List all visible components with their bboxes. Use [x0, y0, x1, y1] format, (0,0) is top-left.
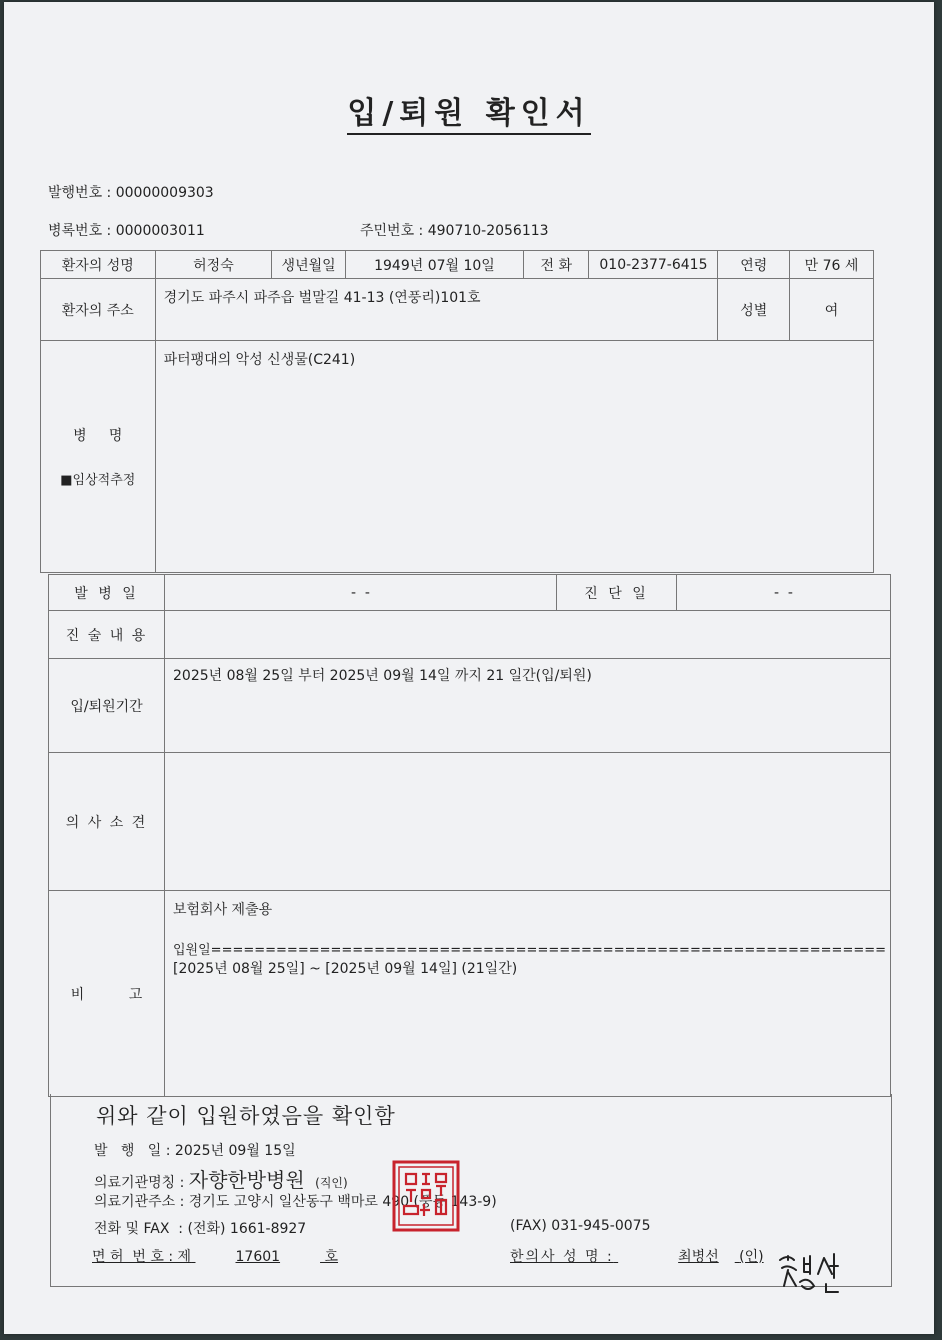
document-title: 입/퇴원 확인서	[4, 88, 934, 132]
age-label: 연령	[718, 251, 790, 279]
remarks-line-2: 입원일==============================================================	[173, 943, 887, 958]
institution-address-label: 의료기관주소 :	[94, 1194, 185, 1210]
opinion-value	[165, 753, 891, 891]
period-value: 2025년 08월 25일 부터 2025년 09월 14일 까지 21 일간(입/퇴원)	[165, 659, 891, 753]
onset-value: - -	[165, 575, 557, 611]
diagnosis-label: 병 명	[73, 428, 123, 444]
doctor-label: 한의사 성 명 :	[510, 1249, 614, 1265]
birth-label: 생년월일	[272, 251, 346, 279]
patient-info-table	[40, 250, 874, 573]
issue-number: 발행번호 : 00000009303	[48, 185, 214, 201]
detail-table	[48, 574, 891, 1097]
tel-label: 전화 및 FAX :	[94, 1221, 184, 1237]
institution-address: 경기도 고양시 일산동구 백마로 490 (풍동 143-9)	[188, 1194, 497, 1210]
institution-name: 자향한방병원	[188, 1168, 305, 1192]
doctor-name: 최병선	[678, 1249, 719, 1265]
institution-label: 의료기관명칭 :	[94, 1175, 185, 1191]
tel-row	[94, 1218, 306, 1238]
doctor-seal-mark: (인)	[739, 1249, 764, 1265]
issue-date-label: 발 행 일 :	[94, 1143, 171, 1159]
institution-row	[94, 1164, 348, 1193]
certificate-paper	[4, 2, 934, 1334]
chart-number: 병록번호 : 0000003011	[48, 223, 205, 239]
sex-label: 성별	[718, 279, 790, 341]
diag-date-label: 진 단 일	[557, 575, 677, 611]
issue-date: 2025년 09월 15일	[174, 1143, 296, 1159]
diagnosis-sublabel: ■임상적추정	[60, 473, 136, 488]
phone-value: 010-2377-6415	[589, 251, 718, 279]
statement-label: 진 술 내 용	[49, 611, 165, 659]
address-value: 경기도 파주시 파주읍 벌말길 41-13 (연풍리)101호	[155, 279, 718, 341]
confirm-statement: 위와 같이 입원하였음을 확인함	[96, 1104, 396, 1128]
birth-value: 1949년 07월 10일	[345, 251, 523, 279]
remarks-line-3: [2025년 08월 25일] ~ [2025년 09월 14일] (21일간)	[173, 961, 518, 977]
doctor-signature	[774, 1242, 860, 1298]
remarks-line-1: 보험회사 제출용	[173, 902, 273, 918]
institution-seal-mark: (직인)	[315, 1176, 348, 1190]
phone-label: 전 화	[523, 251, 588, 279]
issue-date-row	[94, 1140, 296, 1160]
opinion-label: 의 사 소 견	[49, 753, 165, 891]
license-suffix: 호	[324, 1249, 339, 1265]
diagnosis-value: 파터팽대의 악성 신생물(C241)	[155, 341, 873, 573]
license-row	[92, 1246, 338, 1266]
remarks-value	[165, 891, 891, 1097]
diagnosis-label-cell	[41, 341, 156, 573]
name-label: 환자의 성명	[41, 251, 156, 279]
remarks-label: 비 고	[49, 891, 165, 1097]
tel-value: (전화) 1661-8927	[187, 1221, 307, 1237]
age-value: 만 76 세	[790, 251, 874, 279]
license-label: 면 허 번 호 : 제	[92, 1249, 192, 1265]
name-value: 허정숙	[155, 251, 272, 279]
diag-date-value: - -	[677, 575, 891, 611]
hospital-seal-stamp	[392, 1160, 460, 1232]
sex-value: 여	[790, 279, 874, 341]
doctor-row	[510, 1246, 764, 1266]
address-label: 환자의 주소	[41, 279, 156, 341]
resident-number: 주민번호 : 490710-2056113	[360, 223, 549, 239]
license-number: 17601	[235, 1249, 281, 1265]
statement-value	[165, 611, 891, 659]
period-label: 입/퇴원기간	[49, 659, 165, 753]
fax-value: (FAX) 031-945-0075	[510, 1218, 651, 1234]
onset-label: 발 병 일	[49, 575, 165, 611]
